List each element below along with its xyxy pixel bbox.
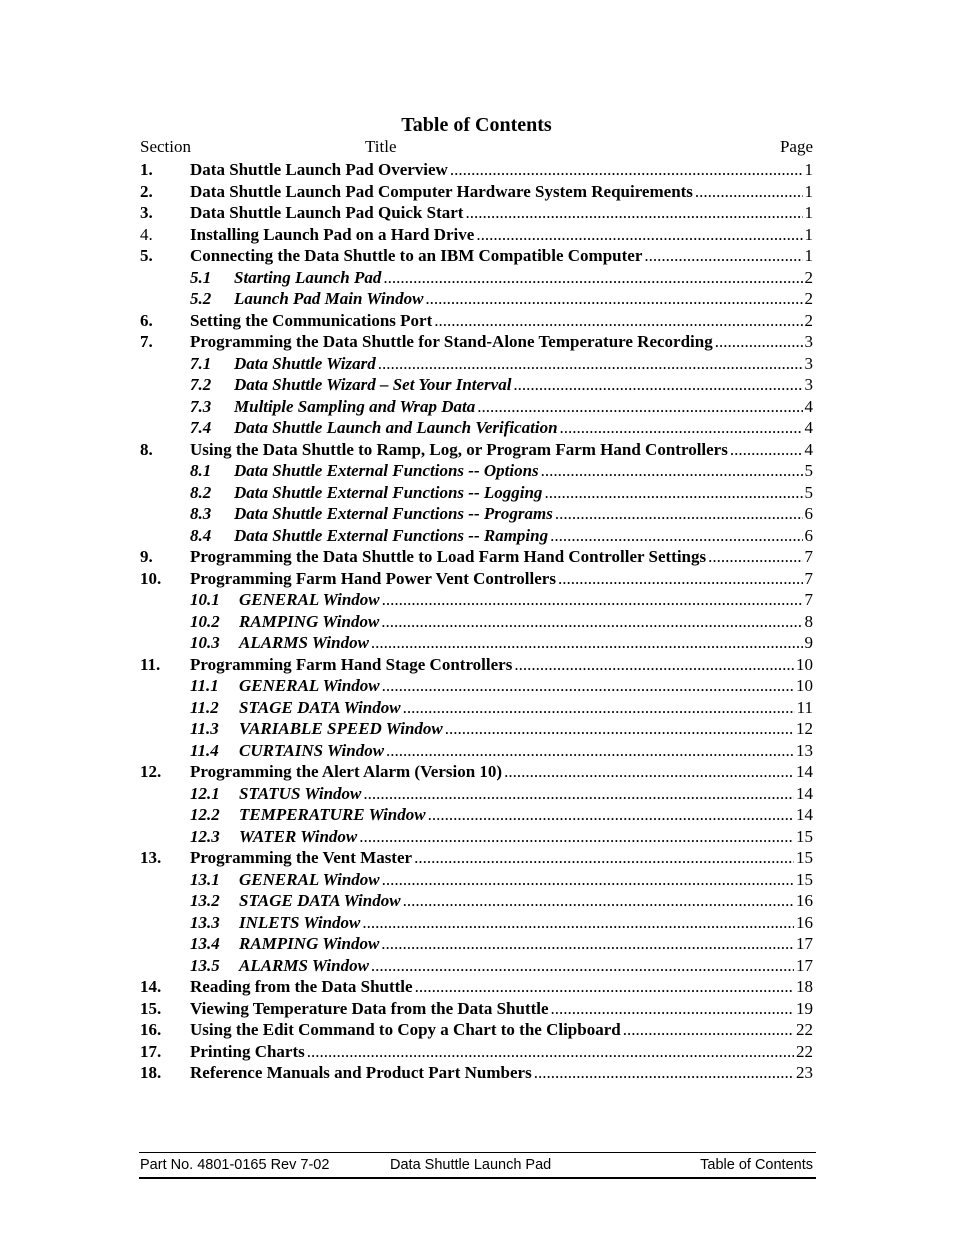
dot-leader: [415, 976, 794, 998]
toc-entry-title: Printing Charts: [190, 1041, 305, 1061]
dot-leader: [477, 396, 802, 418]
toc-entry-line: [190, 826, 813, 848]
toc-entry-page: 8: [804, 611, 813, 631]
footer-section-name: Table of Contents: [700, 1157, 813, 1173]
toc-entry-title: VARIABLE SPEED Window: [239, 719, 443, 738]
toc-subentry-number: 8.1: [190, 461, 212, 480]
toc-subentry[interactable]: [140, 718, 813, 740]
dot-leader: [425, 288, 802, 310]
toc-entry-page: 16: [796, 912, 813, 932]
dot-leader: [555, 503, 803, 525]
toc-entry[interactable]: [140, 181, 813, 203]
toc-entry-page: 2: [804, 310, 813, 330]
toc-subentry[interactable]: [140, 783, 813, 805]
toc-entry-page: 17: [796, 955, 813, 975]
toc-entry-page: 1: [804, 181, 813, 201]
toc-entry-line: [190, 267, 813, 289]
toc-subentry-number: 10.3: [190, 633, 220, 652]
toc-entry-line: [190, 912, 813, 934]
toc-entry-number: 4.: [140, 224, 153, 244]
toc-entry-number: 2.: [140, 181, 153, 201]
toc-subentry[interactable]: [140, 869, 813, 891]
toc-entry-page: 3: [804, 353, 813, 373]
toc-entry-page: 3: [804, 332, 813, 351]
toc-entry-title: Programming the Vent Master: [190, 848, 413, 867]
toc-entry-line: [190, 224, 813, 246]
toc-entry-line: [190, 1019, 813, 1041]
toc-subentry[interactable]: [140, 611, 813, 633]
toc-subentry[interactable]: [140, 374, 813, 396]
toc-entry[interactable]: [140, 202, 813, 224]
toc-entry-number: 5.: [140, 246, 153, 265]
dot-leader: [434, 310, 802, 332]
dot-leader: [514, 654, 794, 676]
toc-entry-line: [190, 955, 813, 977]
toc-entry-line: [190, 525, 813, 547]
toc-entry-title: Installing Launch Pad on a Hard Drive: [190, 224, 475, 244]
toc-entry[interactable]: [140, 976, 813, 998]
page-title: Table of Contents: [401, 114, 552, 136]
toc-entry[interactable]: [140, 546, 813, 568]
toc-entry-page: 9: [804, 633, 813, 652]
toc-entry-title: Using the Data Shuttle to Ramp, Log, or Program Farm Hand Controllers: [190, 439, 728, 459]
toc-subentry-number: 13.2: [190, 891, 220, 910]
dot-leader: [504, 761, 794, 783]
toc-entry-title: Data Shuttle External Functions -- Programs: [234, 504, 553, 523]
toc-entry-title: Programming the Alert Alarm (Version 10): [190, 762, 503, 781]
toc-entry-number: 15.: [140, 998, 162, 1018]
toc-entry-page: 13: [796, 740, 813, 760]
toc-subentry[interactable]: [140, 740, 813, 762]
toc-entry-number: 13.: [140, 848, 162, 867]
toc-entry-page: 14: [796, 805, 813, 824]
toc-subentry[interactable]: [140, 482, 813, 504]
toc-entry-line: [190, 761, 813, 783]
toc-entry-line: [190, 654, 813, 676]
dot-leader: [450, 159, 803, 181]
toc-entry-page: 15: [796, 869, 813, 889]
toc-entry-line: [190, 245, 813, 267]
toc-subentry[interactable]: [140, 675, 813, 697]
toc-entry-page: 5: [804, 482, 813, 502]
toc-entry-page: 1: [804, 246, 813, 265]
toc-entry-page: 22: [796, 1041, 813, 1061]
page-footer: [139, 1152, 816, 1179]
toc-entry-title: Multiple Sampling and Wrap Data: [234, 396, 476, 416]
toc-entry[interactable]: [140, 761, 813, 783]
toc-subentry-number: 11.1: [190, 676, 219, 695]
dot-leader: [544, 482, 802, 504]
dot-leader: [363, 783, 794, 805]
toc-subentry-number: 12.1: [190, 783, 220, 803]
toc-entry-title: Data Shuttle Launch Pad Overview: [190, 160, 448, 179]
toc-entry-line: [190, 202, 813, 224]
toc-entry-number: 12.: [140, 762, 162, 781]
toc-entry-title: INLETS Window: [239, 912, 361, 932]
toc-entry-line: [190, 632, 813, 654]
toc-subentry[interactable]: [140, 460, 813, 482]
dot-leader: [359, 826, 794, 848]
toc-entry-line: [190, 482, 813, 504]
toc-entry-title: Data Shuttle Wizard – Set Your Interval: [234, 375, 512, 394]
toc-entry-page: 16: [796, 891, 813, 910]
toc-entry[interactable]: [140, 159, 813, 181]
dot-leader: [428, 804, 794, 826]
toc-entry-page: 4: [804, 418, 813, 437]
toc-entry-number: 9.: [140, 547, 153, 566]
toc-entry-title: Setting the Communications Port: [190, 310, 433, 330]
toc-entry-line: [190, 697, 813, 719]
toc-entry[interactable]: [140, 245, 813, 267]
toc-subentry[interactable]: [140, 933, 813, 955]
toc-subentry[interactable]: [140, 525, 813, 547]
dot-leader: [695, 181, 803, 203]
toc-entry-title: Programming the Data Shuttle to Load Farm Hand Controller Settings: [190, 547, 707, 566]
toc-subentry-number: 10.1: [190, 590, 220, 609]
toc-entry-line: [190, 310, 813, 332]
section-column-label: Section: [140, 137, 191, 156]
toc-entry-page: 12: [796, 719, 813, 738]
toc-entry-page: 10: [796, 654, 813, 674]
toc-entry-line: [190, 1062, 813, 1084]
toc-entry-line: [190, 589, 813, 611]
toc-entry-title: Data Shuttle External Functions -- Options: [234, 461, 539, 480]
toc-entry-page: 14: [796, 762, 813, 781]
toc-entry-title: ALARMS Window: [239, 955, 369, 975]
dot-leader: [644, 245, 802, 267]
toc-entry-number: 1.: [140, 160, 153, 179]
toc-entry-line: [190, 611, 813, 633]
toc-subentry[interactable]: [140, 697, 813, 719]
toc-subentry-number: 13.5: [190, 955, 220, 975]
toc-subentry[interactable]: [140, 267, 813, 289]
toc-entry[interactable]: [140, 998, 813, 1020]
page-column-label: Page: [779, 137, 813, 156]
toc-entry-line: [190, 1041, 813, 1063]
toc-subentry-number: 11.4: [190, 740, 219, 760]
toc-entry-line: [190, 847, 813, 869]
toc-entry-line: [190, 783, 813, 805]
dot-leader: [414, 847, 794, 869]
toc-subentry-number: 5.2: [190, 289, 212, 308]
dot-leader: [534, 1062, 794, 1084]
dot-leader: [560, 417, 803, 439]
dot-leader: [382, 675, 794, 697]
toc-entry-page: 11: [796, 697, 813, 717]
toc-entry-title: ALARMS Window: [239, 633, 369, 652]
toc-entry-line: [190, 396, 813, 418]
toc-entry-title: STAGE DATA Window: [239, 697, 401, 717]
toc-entry-title: WATER Window: [239, 826, 358, 846]
toc-list: [140, 159, 813, 1084]
toc-entry-page: 3: [804, 375, 813, 394]
toc-entry-page: 1: [804, 224, 813, 244]
toc-entry-line: [190, 804, 813, 826]
toc-subentry-number: 7.1: [190, 353, 212, 373]
toc-subentry[interactable]: [140, 912, 813, 934]
toc-subentry-number: 7.3: [190, 396, 212, 416]
toc-entry-title: Data Shuttle External Functions -- Ramping: [234, 525, 549, 545]
toc-subentry-number: 13.3: [190, 912, 220, 932]
toc-entry[interactable]: [140, 847, 813, 869]
toc-entry-title: GENERAL Window: [239, 869, 380, 889]
dot-leader: [381, 611, 802, 633]
toc-entry-line: [190, 417, 813, 439]
toc-entry-line: [190, 675, 813, 697]
dot-leader: [708, 546, 802, 568]
toc-entry-line: [190, 374, 813, 396]
toc-entry-title: STATUS Window: [239, 783, 362, 803]
toc-entry-line: [190, 869, 813, 891]
toc-entry-page: 4: [804, 396, 813, 416]
toc-entry-line: [190, 890, 813, 912]
toc-entry-line: [190, 933, 813, 955]
dot-leader: [715, 331, 803, 353]
toc-subentry-number: 8.3: [190, 504, 212, 523]
toc-entry-line: [190, 546, 813, 568]
toc-entry-title: TEMPERATURE Window: [239, 805, 426, 824]
dot-leader: [403, 890, 794, 912]
toc-entry-page: 2: [804, 267, 813, 287]
dot-leader: [383, 267, 802, 289]
toc-subentry-number: 7.2: [190, 375, 212, 394]
dot-leader: [403, 697, 795, 719]
toc-entry[interactable]: [140, 331, 813, 353]
toc-entry-number: 14.: [140, 977, 162, 996]
dot-leader: [307, 1041, 794, 1063]
dot-leader: [362, 912, 794, 934]
toc-entry-page: 7: [804, 547, 813, 566]
toc-subentry-number: 8.4: [190, 525, 212, 545]
toc-subentry[interactable]: [140, 589, 813, 611]
toc-entry-page: 7: [804, 568, 813, 588]
dot-leader: [386, 740, 794, 762]
toc-entry-line: [190, 353, 813, 375]
toc-entry-page: 22: [796, 1020, 813, 1039]
toc-subentry-number: 10.2: [190, 611, 220, 631]
toc-subentry-number: 5.1: [190, 267, 212, 287]
toc-subentry-number: 11.2: [190, 697, 219, 717]
toc-entry-line: [190, 976, 813, 998]
footer-part-number: Part No. 4801-0165 Rev 7-02: [140, 1157, 330, 1173]
toc-entry-number: 17.: [140, 1041, 162, 1061]
toc-entry-title: STAGE DATA Window: [239, 891, 401, 910]
toc-entry[interactable]: [140, 439, 813, 461]
toc-entry-title: Connecting the Data Shuttle to an IBM Compatible Computer: [190, 246, 643, 265]
toc-entry-page: 7: [804, 590, 813, 609]
toc-entry-line: [190, 288, 813, 310]
toc-entry-page: 23: [796, 1063, 813, 1082]
toc-entry[interactable]: [140, 654, 813, 676]
toc-entry-line: [190, 181, 813, 203]
toc-entry-number: 10.: [140, 568, 162, 588]
dot-leader: [476, 224, 802, 246]
toc-entry-number: 11.: [140, 654, 161, 674]
dot-leader: [558, 568, 803, 590]
toc-entry-title: CURTAINS Window: [239, 740, 385, 760]
toc-entry-line: [190, 998, 813, 1020]
dot-leader: [513, 374, 802, 396]
toc-entry-page: 6: [804, 504, 813, 523]
toc-entry-title: Starting Launch Pad: [234, 267, 382, 287]
toc-entry-title: Reading from the Data Shuttle: [190, 977, 413, 996]
toc-entry-line: [190, 159, 813, 181]
toc-subentry[interactable]: [140, 955, 813, 977]
toc-entry-title: Viewing Temperature Data from the Data Shuttle: [190, 998, 549, 1018]
toc-entry-page: 14: [796, 783, 813, 803]
toc-entry-number: 7.: [140, 332, 153, 351]
toc-entry-number: 6.: [140, 310, 153, 330]
toc-entry-line: [190, 740, 813, 762]
toc-entry-page: 5: [804, 461, 813, 480]
toc-subentry[interactable]: [140, 396, 813, 418]
toc-subentry-number: 12.3: [190, 826, 220, 846]
toc-subentry[interactable]: [140, 353, 813, 375]
toc-subentry[interactable]: [140, 288, 813, 310]
toc-entry-title: Using the Edit Command to Copy a Chart to the Clipboard: [190, 1020, 621, 1039]
toc-entry-title: Data Shuttle Wizard: [234, 353, 376, 373]
dot-leader: [465, 202, 802, 224]
toc-entry[interactable]: [140, 1041, 813, 1063]
dot-leader: [378, 353, 803, 375]
toc-entry-title: RAMPING Window: [239, 611, 380, 631]
toc-entry-title: GENERAL Window: [239, 676, 380, 695]
toc-entry-number: 16.: [140, 1020, 162, 1039]
toc-subentry[interactable]: [140, 417, 813, 439]
toc-entry-page: 10: [796, 676, 813, 695]
toc-entry-line: [190, 568, 813, 590]
toc-entry-title: Reference Manuals and Product Part Numbers: [190, 1063, 532, 1082]
toc-entry-line: [190, 331, 813, 353]
toc-subentry-number: 8.2: [190, 482, 212, 502]
toc-entry-page: 1: [804, 160, 813, 179]
toc-entry-title: RAMPING Window: [239, 934, 380, 953]
toc-entry-title: Data Shuttle External Functions -- Logging: [234, 482, 543, 502]
toc-entry-page: 17: [796, 934, 813, 953]
toc-subentry-number: 13.4: [190, 934, 220, 953]
toc-entry-title: Programming Farm Hand Stage Controllers: [190, 654, 513, 674]
toc-column-header: [140, 136, 813, 158]
toc-entry-page: 4: [804, 439, 813, 459]
toc-entry[interactable]: [140, 310, 813, 332]
toc-subentry-number: 7.4: [190, 418, 212, 437]
dot-leader: [371, 955, 794, 977]
title-column-label: Title: [365, 137, 397, 156]
toc-entry-title: Data Shuttle Launch Pad Quick Start: [190, 203, 464, 222]
dot-leader: [445, 718, 794, 740]
toc-entry-number: 18.: [140, 1063, 162, 1082]
toc-entry-page: 19: [796, 998, 813, 1018]
toc-subentry[interactable]: [140, 503, 813, 525]
toc-entry-page: 18: [796, 977, 813, 996]
toc-entry-page: 15: [796, 848, 813, 867]
toc-entry-title: Programming the Data Shuttle for Stand-Alone Temperature Recording: [190, 332, 713, 351]
dot-leader: [382, 869, 794, 891]
dot-leader: [541, 460, 803, 482]
toc-entry-title: Data Shuttle Launch Pad Computer Hardware System Requirements: [190, 181, 693, 201]
toc-entry-line: [190, 718, 813, 740]
dot-leader: [381, 933, 794, 955]
toc-subentry-number: 12.2: [190, 805, 220, 824]
toc-entry-page: 15: [796, 826, 813, 846]
toc-subentry[interactable]: [140, 804, 813, 826]
toc-subentry[interactable]: [140, 826, 813, 848]
dot-leader: [550, 525, 802, 547]
toc-entry-number: 8.: [140, 439, 153, 459]
toc-subentry-number: 13.1: [190, 869, 220, 889]
toc-entry-line: [190, 460, 813, 482]
toc-subentry[interactable]: [140, 890, 813, 912]
toc-entry-number: 3.: [140, 203, 153, 222]
toc-entry[interactable]: [140, 568, 813, 590]
toc-entry-title: Launch Pad Main Window: [234, 289, 424, 308]
dot-leader: [371, 632, 803, 654]
toc-entry[interactable]: [140, 1062, 813, 1084]
toc-entry-title: GENERAL Window: [239, 590, 380, 609]
toc-entry-page: 6: [804, 525, 813, 545]
toc-entry-line: [190, 439, 813, 461]
dot-leader: [551, 998, 794, 1020]
toc-entry-line: [190, 503, 813, 525]
toc-entry-title: Programming Farm Hand Power Vent Controllers: [190, 568, 556, 588]
dot-leader: [730, 439, 803, 461]
toc-subentry[interactable]: [140, 632, 813, 654]
footer-document-title: Data Shuttle Launch Pad: [390, 1157, 552, 1173]
toc-entry-page: 2: [804, 289, 813, 308]
toc-entry[interactable]: [140, 1019, 813, 1041]
toc-subentry-number: 11.3: [190, 719, 219, 738]
dot-leader: [623, 1019, 794, 1041]
dot-leader: [382, 589, 803, 611]
toc-entry-title: Data Shuttle Launch and Launch Verification: [234, 418, 558, 437]
toc-entry-page: 1: [804, 203, 813, 222]
toc-entry[interactable]: [140, 224, 813, 246]
